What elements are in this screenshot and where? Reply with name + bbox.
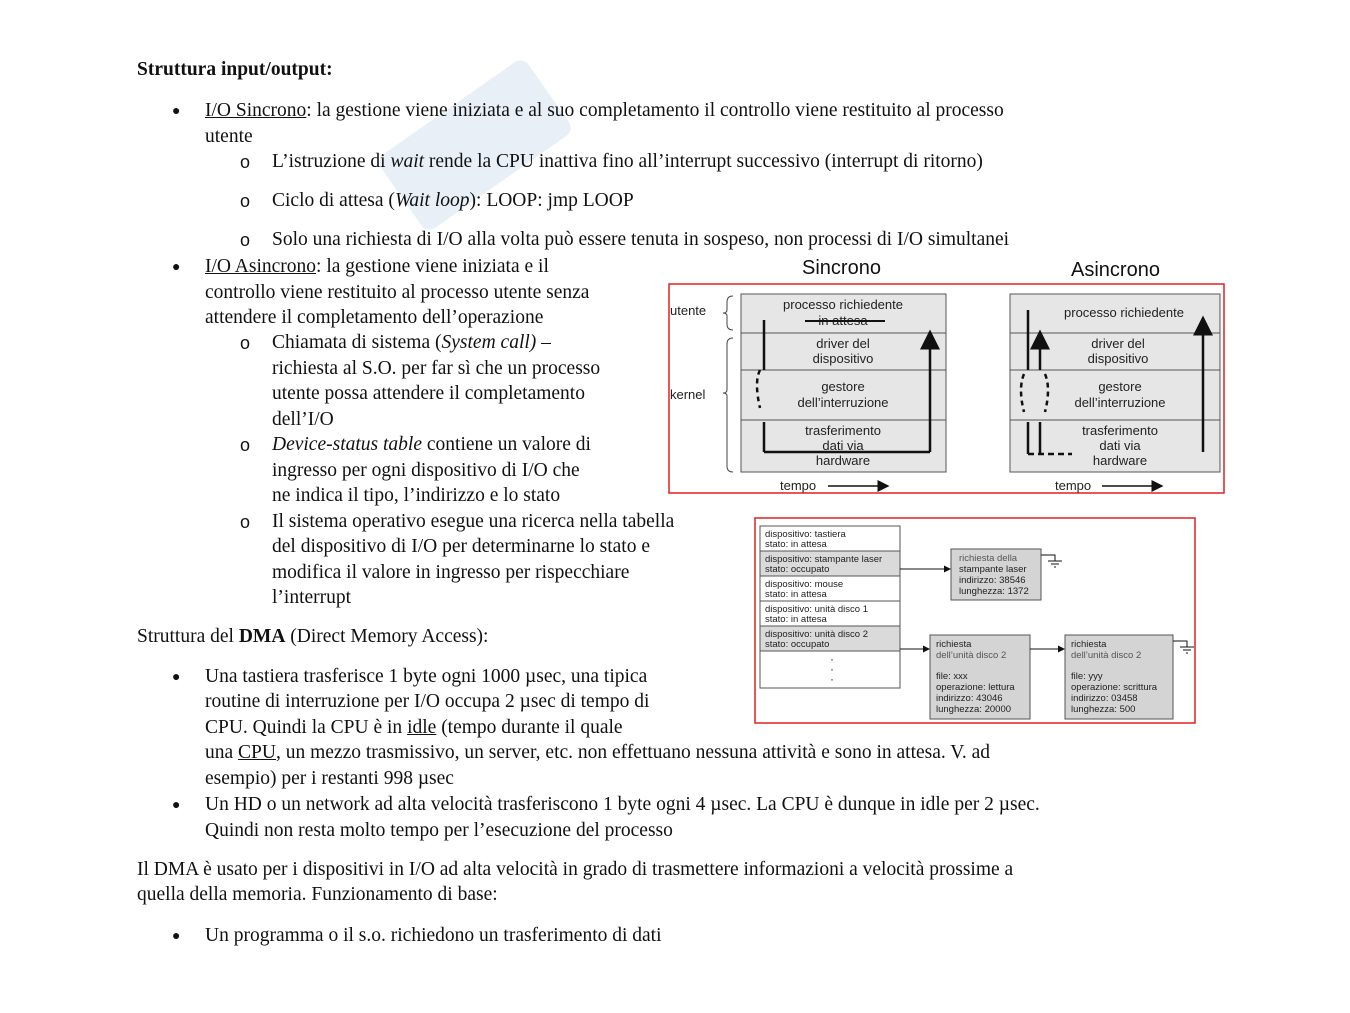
async-sub-1-line-2: richiesta al S.O. per far sì che un processo xyxy=(272,358,601,379)
svg-text:·: · xyxy=(830,652,834,666)
svg-text:stato: in attesa: stato: in attesa xyxy=(765,539,827,550)
svg-text:operazione: lettura: operazione: lettura xyxy=(936,682,1015,693)
sync-line-1: I/O Sincrono: la gestione viene iniziata e al suo completamento il controllo viene restituito al processo xyxy=(205,100,1004,121)
svg-text:dell’interruzione: dell’interruzione xyxy=(1074,395,1166,410)
async-sub-2-line-1: Device-status table contiene un valore di xyxy=(272,434,591,455)
svg-text:file: yyy: file: yyy xyxy=(1071,671,1103,682)
brace-user xyxy=(723,296,733,330)
sub-bullet-icon: o xyxy=(240,435,251,455)
svg-text:richiesta: richiesta xyxy=(936,639,972,650)
section-heading: Struttura input/output: xyxy=(137,59,333,80)
svg-text:stato: occupato: stato: occupato xyxy=(765,564,830,575)
bullet-icon: ● xyxy=(172,929,181,944)
sync-line-2: utente xyxy=(205,126,253,147)
bullet-icon: ● xyxy=(172,104,181,119)
async-sub-1-line-3: utente possa attendere il completamento xyxy=(272,383,585,404)
svg-text:processo richiedente: processo richiedente xyxy=(1064,305,1184,320)
svg-text:dispositivo: stampante laser: dispositivo: stampante laser xyxy=(765,554,883,565)
svg-text:·: · xyxy=(830,672,834,686)
time-axis xyxy=(780,478,1162,493)
request-printer xyxy=(951,549,1041,600)
svg-text:trasferimento: trasferimento xyxy=(1082,423,1158,438)
label-user: utente xyxy=(670,303,707,318)
dma-b3: Un programma o il s.o. richiedono un trasferimento di dati xyxy=(205,925,662,946)
sub-bullet-icon: o xyxy=(240,152,251,172)
dma-b1-line-1: Una tastiera trasferisce 1 byte ogni 1000 µsec, una tipica xyxy=(205,666,648,687)
async-sub-3-line-4: l’interrupt xyxy=(272,587,352,608)
svg-text:·: · xyxy=(830,662,834,676)
async-sub-3-line-1: Il sistema operativo esegue una ricerca nella tabella xyxy=(272,511,675,532)
request-disk2-b xyxy=(1065,635,1173,719)
svg-text:gestore: gestore xyxy=(1098,379,1142,394)
svg-text:stato: in attesa: stato: in attesa xyxy=(765,614,827,625)
svg-text:indirizzo: 38546: indirizzo: 38546 xyxy=(959,575,1026,586)
svg-text:lunghezza: 500: lunghezza: 500 xyxy=(1071,704,1136,715)
title-async: Asincrono xyxy=(1071,259,1160,281)
svg-text:dati via: dati via xyxy=(822,438,864,453)
svg-text:hardware: hardware xyxy=(815,453,871,468)
dma-b1-line-4: una CPU, un mezzo trasmissivo, un server, etc. non effettuano nessuna attività e sono in attesa. V. ad xyxy=(205,742,991,763)
svg-text:dispositivo: unità disco 1: dispositivo: unità disco 1 xyxy=(765,604,868,615)
cpu-link[interactable]: CPU xyxy=(238,742,276,763)
brace-kernel xyxy=(723,338,733,472)
svg-text:operazione: scrittura: operazione: scrittura xyxy=(1071,682,1158,693)
bullet-icon: ● xyxy=(172,670,181,685)
sub-bullet-icon: o xyxy=(240,230,251,250)
svg-text:richiesta della: richiesta della xyxy=(959,553,1018,564)
svg-text:lunghezza: 20000: lunghezza: 20000 xyxy=(936,704,1012,715)
dma-b1-line-5: esempio) per i restanti 998 µsec xyxy=(205,768,454,789)
svg-text:dispositivo: tastiera: dispositivo: tastiera xyxy=(765,529,846,540)
svg-text:dispositivo: unità disco 2: dispositivo: unità disco 2 xyxy=(765,629,868,640)
device-status-table-diagram xyxy=(754,517,1198,725)
dma-heading: Struttura del DMA (Direct Memory Access): xyxy=(137,626,489,647)
svg-text:lunghezza: 1372: lunghezza: 1372 xyxy=(959,586,1029,597)
svg-text:tempo: tempo xyxy=(1055,478,1092,493)
async-line-2: controllo viene restituito al processo utente senza xyxy=(205,282,590,303)
sync-sub-3: Solo una richiesta di I/O alla volta può essere tenuta in sospeso, non processi di I/O simultanei xyxy=(272,229,1010,250)
async-sub-1-line-1: Chiamata di sistema (System call) – xyxy=(272,332,551,353)
dma-b2-line-1: Un HD o un network ad alta velocità trasferiscono 1 byte ogni 4 µsec. La CPU è dunque in idle per 2 µsec. xyxy=(205,794,1040,815)
async-line-3: attendere il completamento dell’operazione xyxy=(205,307,544,328)
async-sub-2-line-2: ingresso per ogni dispositivo di I/O che xyxy=(272,460,580,481)
io-sync-async-diagram xyxy=(660,252,1230,497)
async-sub-2-line-3: ne indica il tipo, l’indirizzo e lo stato xyxy=(272,485,561,506)
svg-text:dell’unità disco 2: dell’unità disco 2 xyxy=(1071,650,1142,661)
dma-para-line-1: Il DMA è usato per i dispositivi in I/O ad alta velocità in grado di trasmettere informazioni a velocità prossime a xyxy=(137,859,1014,880)
svg-text:tempo: tempo xyxy=(780,478,817,493)
svg-text:dispositivo: dispositivo xyxy=(812,351,874,366)
dma-b1-line-3: CPU. Quindi la CPU è in idle (tempo durante il quale xyxy=(205,717,623,738)
svg-text:dell’unità disco 2: dell’unità disco 2 xyxy=(936,650,1007,661)
sync-sub-2: Ciclo di attesa (Wait loop): LOOP: jmp LOOP xyxy=(272,190,634,211)
async-sub-3-line-2: del dispositivo di I/O per determinarne lo stato e xyxy=(272,536,650,557)
svg-text:dell’interruzione: dell’interruzione xyxy=(797,395,889,410)
svg-text:stato: occupato: stato: occupato xyxy=(765,639,830,650)
svg-text:richiesta: richiesta xyxy=(1071,639,1107,650)
svg-text:driver del: driver del xyxy=(1091,336,1145,351)
bullet-icon: ● xyxy=(172,798,181,813)
bullet-icon: ● xyxy=(172,260,181,275)
svg-text:indirizzo: 43046: indirizzo: 43046 xyxy=(936,693,1003,704)
title-sync: Sincrono xyxy=(802,257,881,279)
dma-b1-line-2: routine di interruzione per I/O occupa 2 µsec di tempo di xyxy=(205,691,650,712)
request-disk2-a xyxy=(930,635,1030,719)
svg-text:dispositivo: mouse: dispositivo: mouse xyxy=(765,579,844,590)
label-kernel: kernel xyxy=(670,387,706,402)
svg-text:gestore: gestore xyxy=(821,379,865,394)
async-label: I/O Asincrono xyxy=(205,256,317,277)
svg-text:dati via: dati via xyxy=(1099,438,1141,453)
async-sub-1-line-4: dell’I/O xyxy=(272,409,334,430)
null-ground-icon xyxy=(1173,641,1194,653)
sync-label: I/O Sincrono xyxy=(205,100,307,121)
dma-para-line-2: quella della memoria. Funzionamento di base: xyxy=(137,884,498,905)
idle-link[interactable]: idle xyxy=(407,717,437,738)
svg-text:in attesa: in attesa xyxy=(818,313,868,328)
async-line-1: I/O Asincrono: la gestione viene iniziata e il xyxy=(205,256,549,277)
sub-bullet-icon: o xyxy=(240,191,251,211)
null-ground-icon xyxy=(1041,555,1062,567)
async-sub-3-line-3: modifica il valore in ingresso per rispecchiare xyxy=(272,562,630,583)
svg-text:indirizzo: 03458: indirizzo: 03458 xyxy=(1071,693,1138,704)
sync-sub-1: L’istruzione di wait rende la CPU inattiva fino all’interrupt successivo (interrupt di ritorno) xyxy=(272,151,983,172)
svg-text:file: xxx: file: xxx xyxy=(936,671,968,682)
sub-bullet-icon: o xyxy=(240,333,251,353)
svg-text:hardware: hardware xyxy=(1092,453,1148,468)
svg-text:trasferimento: trasferimento xyxy=(805,423,881,438)
svg-text:stampante laser: stampante laser xyxy=(959,564,1027,575)
svg-text:driver del: driver del xyxy=(816,336,870,351)
sub-bullet-icon: o xyxy=(240,512,251,532)
svg-text:dispositivo: dispositivo xyxy=(1087,351,1149,366)
async-stack xyxy=(1010,294,1220,472)
svg-text:stato: in attesa: stato: in attesa xyxy=(765,589,827,600)
svg-text:processo richiedente: processo richiedente xyxy=(783,297,903,312)
dma-b2-line-2: Quindi non resta molto tempo per l’esecuzione del processo xyxy=(205,820,673,841)
device-table xyxy=(760,526,900,688)
